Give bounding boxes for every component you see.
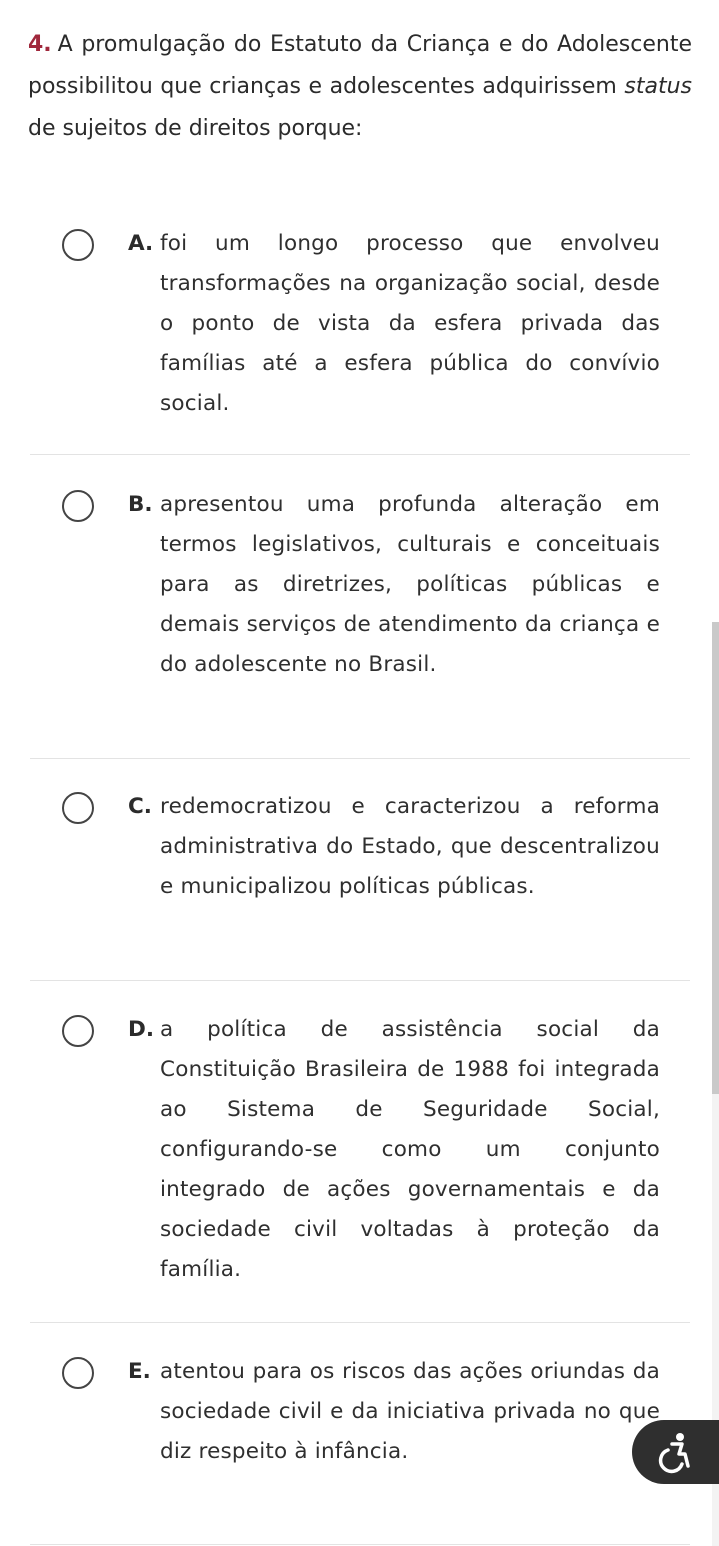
question-text-after: de sujeitos de direitos porque: xyxy=(28,116,363,141)
option-letter: B. xyxy=(128,492,153,517)
radio-empty-icon[interactable] xyxy=(62,792,94,824)
option-text: a política de assistência social da Constituição Brasileira de 1988 foi integrada ao Sistema de Seguridade Social, configurando-se como um conjunto integrado de ações governamentais e da sociedade civil voltadas à proteção da família. xyxy=(160,1017,660,1282)
option-letter: E. xyxy=(128,1359,151,1384)
question-text-italic: status xyxy=(624,74,692,99)
scrollbar-thumb[interactable] xyxy=(712,622,719,1094)
divider xyxy=(30,1322,690,1323)
option-text: apresentou uma profunda alteração em termos legislativos, culturais e conceituais para as diretrizes, políticas públicas e demais serviços de atendimento da criança e do adolescente no Brasil. xyxy=(160,492,660,677)
option-letter: D. xyxy=(128,1017,155,1042)
radio-empty-icon[interactable] xyxy=(62,1357,94,1389)
radio-empty-icon[interactable] xyxy=(62,1015,94,1047)
question xyxy=(28,24,692,150)
option-text: atentou para os riscos das ações oriundas da sociedade civil e da iniciativa privada no que diz respeito à infância. xyxy=(160,1359,660,1464)
accessibility-button[interactable] xyxy=(632,1420,719,1484)
question-text-before: A promulgação do Estatuto da Criança e do Adolescente possibilitou que crianças e adolescentes adquirissem xyxy=(28,32,692,99)
divider xyxy=(30,1544,690,1545)
divider xyxy=(30,980,690,981)
radio-empty-icon[interactable] xyxy=(62,490,94,522)
option-text: redemocratizou e caracterizou a reforma administrativa do Estado, que descentralizou e municipalizou políticas públicas. xyxy=(160,794,660,899)
question-text xyxy=(28,24,692,150)
accessibility-icon xyxy=(652,1430,696,1474)
option-text: foi um longo processo que envolveu transformações na organização social, desde o ponto de vista da esfera privada das famílias até a esfera pública do convívio social. xyxy=(160,231,660,416)
question-number: 4. xyxy=(28,32,52,57)
option-letter: C. xyxy=(128,794,152,819)
radio-empty-icon[interactable] xyxy=(62,229,94,261)
divider xyxy=(30,758,690,759)
option-letter: A. xyxy=(128,231,154,256)
divider xyxy=(30,454,690,455)
